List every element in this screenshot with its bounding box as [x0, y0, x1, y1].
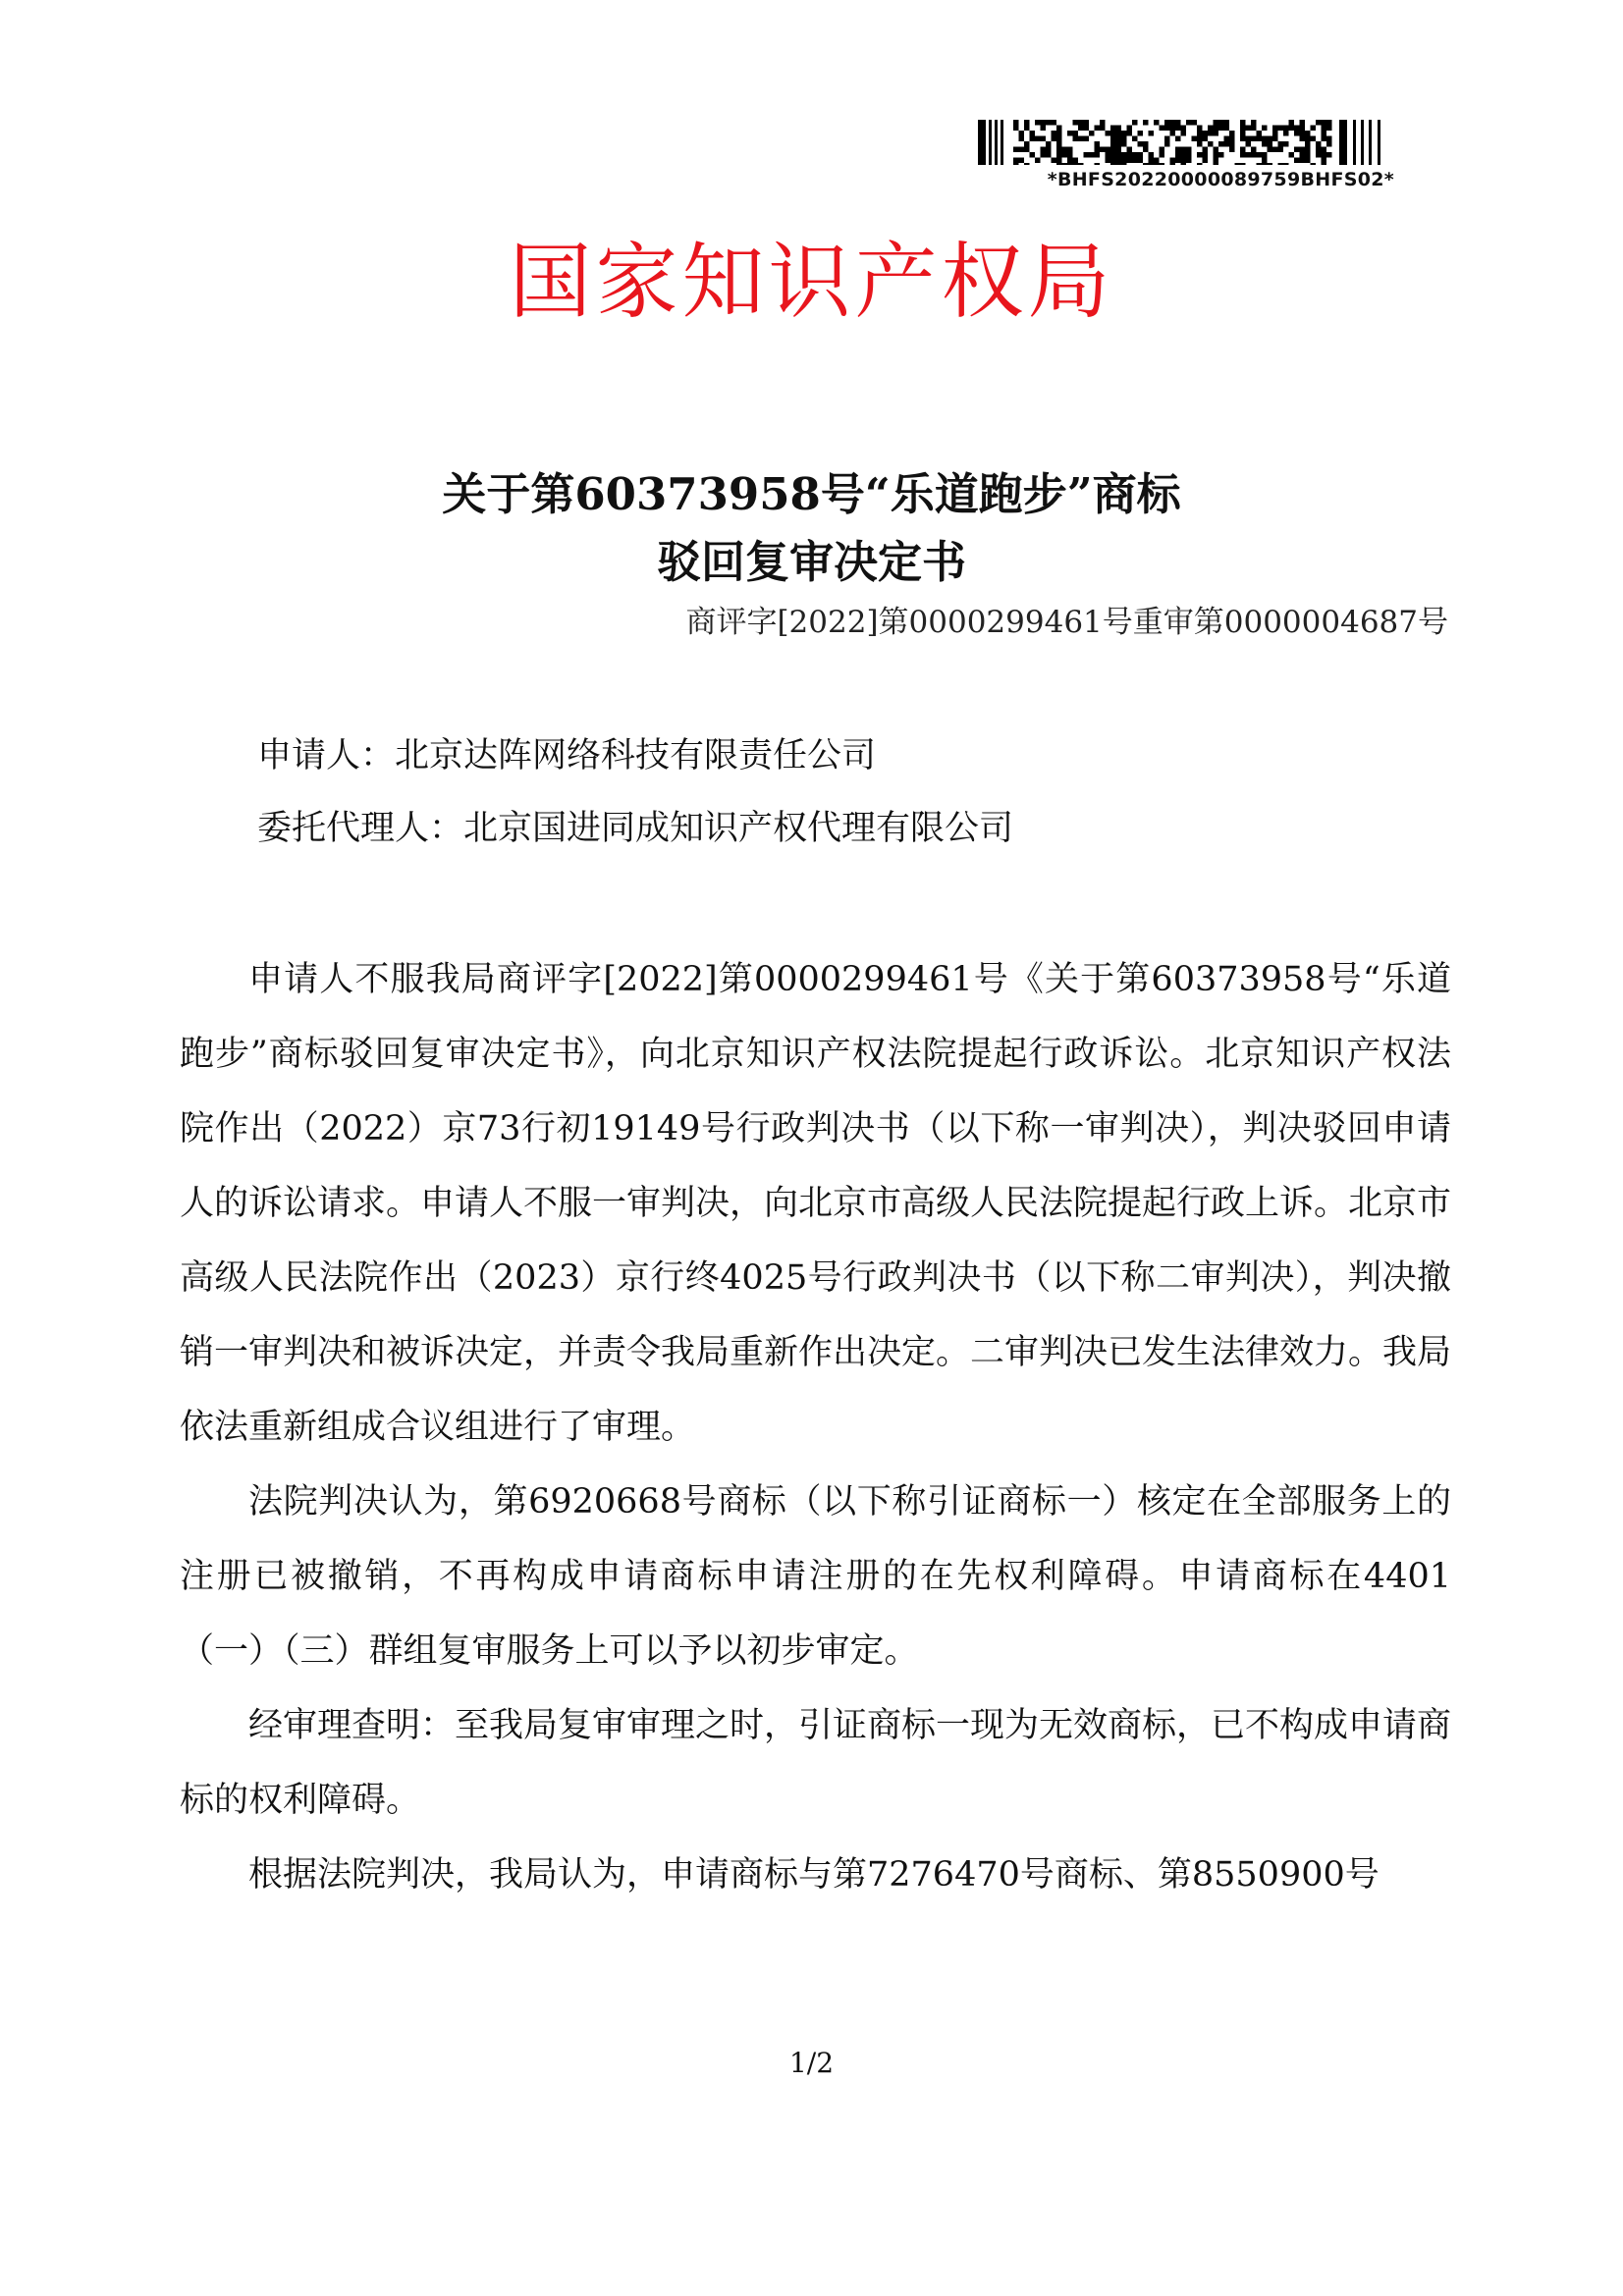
barcode-text: *BHFS20220000089759BHFS02* [1047, 169, 1394, 190]
agency-name: 国家知识产权局 [509, 234, 1114, 330]
document-title-line1: 关于第60373958号“乐道跑步”商标 [442, 468, 1181, 520]
document-title-line2: 驳回复审决定书 [656, 536, 966, 588]
decision-body [180, 942, 1451, 1912]
applicant-line: 申请人：北京达阵网络科技有限责任公司 [257, 736, 877, 775]
paragraph-court-ruling: 法院判决认为，第6920668号商标（以下称引证商标一）核定在全部服务上的注册已被撤销，不再构成申请商标申请注册的在先权利障碍。申请商标在4401（一）（三）群组复审服务上可以予以初步审定。 [180, 1482, 1451, 1671]
agent-line: 委托代理人：北京国进同成知识产权代理有限公司 [257, 809, 1014, 848]
paragraph-findings: 经审理查明：至我局复审审理之时，引证商标一现为无效商标，已不构成申请商标的权利障碍。 [180, 1706, 1452, 1820]
paragraph-conclusion: 根据法院判决，我局认为，申请商标与第7276470号商标、第8550900号 [248, 1855, 1380, 1895]
barcode [978, 120, 1384, 165]
document-number: 商评字[2022]第0000299461号重审第0000004687号 [685, 605, 1448, 640]
page-number: 1/2 [788, 2047, 835, 2079]
paragraph-background: 申请人不服我局商评字[2022]第0000299461号《关于第60373958号“乐道跑步”商标驳回复审决定书》，向北京知识产权法院提起行政诉讼。北京知识产权法院作出（2022）京73行初19149号行政判决书（以下称一审判决），判决驳回申请人的诉讼请求。申请人不服一审判决，向北京市高级人民法院提起行政上诉。北京市高级人民法院作出（2023）京行终4025号行政判决书（以下称二审判决），判决撤销一审判决和被诉决定，并责令我局重新作出决定。二审判决已发生法律效力。我局依法重新组成合议组进行了审理。 [180, 960, 1452, 1447]
